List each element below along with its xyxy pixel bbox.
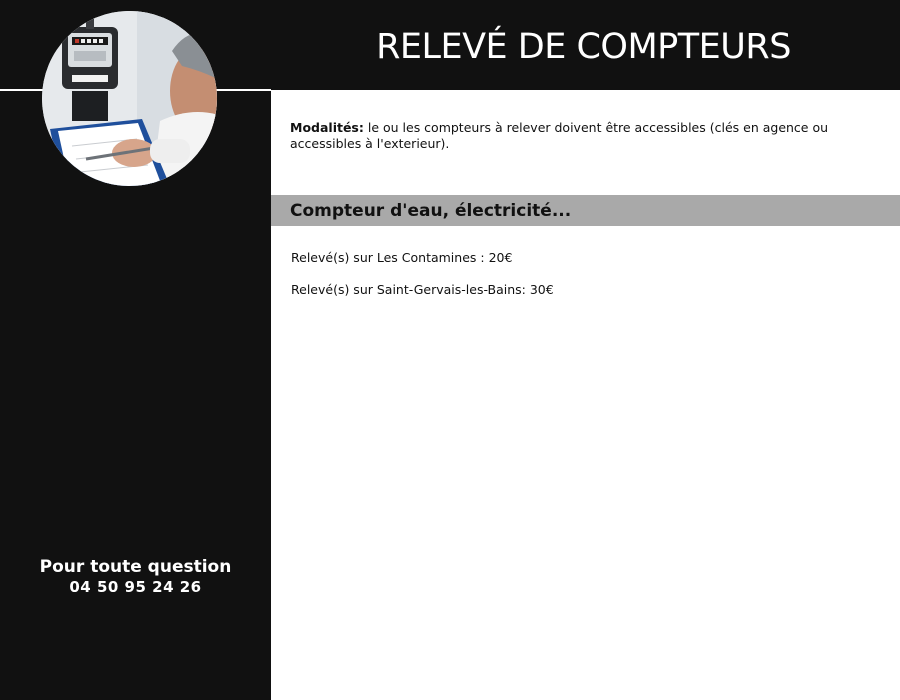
price-line-les-contamines: Relevé(s) sur Les Contamines : 20€: [291, 250, 513, 265]
price-line-saint-gervais: Relevé(s) sur Saint-Gervais-les-Bains: 30€: [291, 282, 554, 297]
meter-reading-photo: [42, 11, 217, 186]
modalites-paragraph: [290, 120, 885, 152]
contact-label: Pour toute question: [39, 557, 232, 577]
modalites-text: le ou les compteurs à relever doivent être accessibles (clés en agence ou accessibles à l'exterieur).: [290, 120, 829, 151]
section-header-bar: [271, 195, 900, 226]
section-title: Compteur d'eau, électricité...: [290, 200, 572, 221]
contact-phone[interactable]: 04 50 95 24 26: [69, 578, 202, 596]
page-title: RELEVÉ DE COMPTEURS: [376, 27, 791, 67]
main-content: [271, 90, 900, 700]
modalites-label: Modalités:: [290, 120, 364, 135]
contact-block: [0, 556, 271, 596]
